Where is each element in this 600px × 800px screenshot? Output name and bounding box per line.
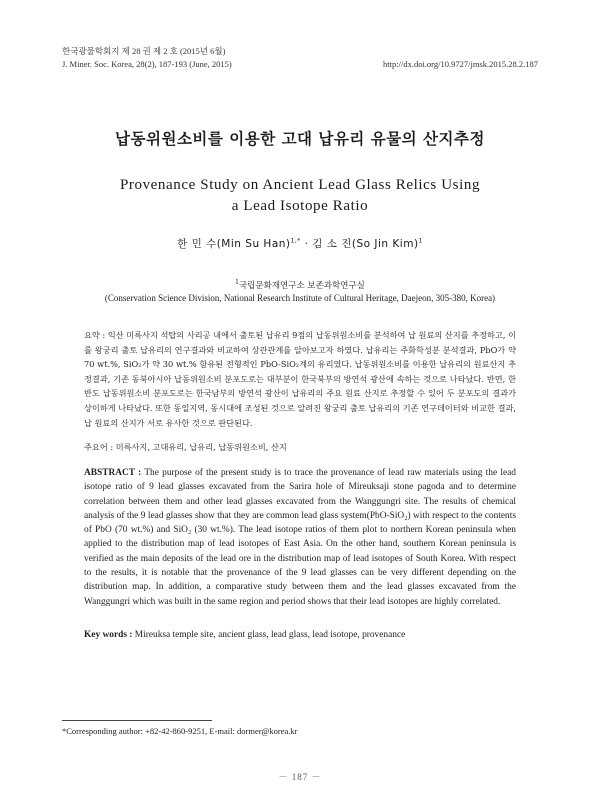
author-list [0,236,600,251]
title-english-line2: a Lead Isotope Ratio [231,198,369,214]
page-number: － 187 － [278,772,322,782]
author-separator: · [300,238,313,250]
author-1-superscript: 1,* [290,237,301,245]
keywords-korean-label: 주요어 : [84,442,114,452]
author-2-superscript: 1 [418,237,423,245]
affiliation-english: (Conservation Science Division, National Research Institute of Cultural Heritage, Daejeon, 305-380, Korea) [104,293,496,303]
abstract-english-text: The purpose of the present study is to trace the provenance of lead raw materials using the lead isotope ratio of 9 lead glasses excavated from the Sarira hole of Mireuksaji stone pagoda and to determine correlation between them and other lead glasses excavated from the Wanggungri site. The results of chemical analysis of the 9 lead glasses show that they are common lead glass system(PbO-SiO₂) with respect to the contents of PbO (70 wt.%) and SiO₂ (30 wt.%). The lead isotope ratios of them plot to northern Korean peninsula when applied to the distribution map of lead isotopes of East Asia. On the other hand, southern Korean peninsula is verified as the main deposits of the lead ore in the distribution map of lead isotopes of South Korea. With respect to the results, it is notable that the provenance of the 9 lead glasses can be very different depending on the distribution map. In addition, a comparative study between them and the lead glasses excavated from the Wanggungri which was built in the same region and period shows that their lead isotopes are highly correlated. [84,468,516,607]
abstract-english-label: ABSTRACT : [84,468,142,478]
author-1: 한 민 수(Min Su Han) [177,238,291,250]
affiliation-korean [0,279,600,291]
author-2: 김 소 진(So Jin Kim) [312,238,419,250]
title-korean: 납동위원소비를 이용한 고대 납유리 유물의 산지추정 [115,129,485,148]
title-english [60,175,540,217]
doi-link[interactable]: http://dx.doi.org/10.9727/jmsk.2015.28.2.187 [383,59,538,69]
abstract-english [84,466,516,609]
affiliation-superscript: 1 [235,279,239,287]
abstract-korean-label: 요약 : [84,330,106,340]
keywords-korean-text: 미륵사지, 고대유리, 납유리, 납동위원소비, 산지 [115,442,287,452]
keywords-english-text: Mireuksa temple site, ancient glass, lead glass, lead isotope, provenance [134,630,406,640]
corresponding-author-footnote: *Corresponding author: +82-42-860-9251, E-mail: dormer@korea.kr [62,726,298,736]
affiliation-korean-text: 국립문화재연구소 보존과학연구실 [238,281,365,291]
keywords-korean [84,442,516,453]
journal-header-citation: J. Miner. Soc. Korea, 28(2), 187-193 (June, 2015) [62,59,232,69]
abstract-korean-text: 익산 미륵사지 석탑의 사리공 내에서 출토된 납유리 9점의 납동위원소비를 분석하여 납 원료의 산지를 추정하고, 이를 왕궁리 출토 납유리의 연구결과와 비교하여 상관관계를 알아보고자 하였다. 납유리는 주화학성분 분석결과, PbO가 약 70 wt.%, SiO₂가 약 30 wt.% 함유된 전형적인 PbO-SiO₂계의 유리였다. 납동위원소비를 이용한 납유리의 원료산지 추정결과, 기존 동북아시아 납동위원소비 분포도로는 대부분이 한국북부의 방연석 광산에 속하는 것으로 나타났다. 반면, 한반도 납동위원소비 분포도로는 한국남부의 방연석 광산이 납유리의 주요 원료 산지로 추정할 수 있어 두 분포도의 결과가 상이하게 나타났다. 또한 동일지역, 동시대에 조성된 것으로 알려진 왕궁리 출토 납유리의 기존 연구데이터와 비교한 결과, 납 원료의 산지가 서로 유사한 것으로 판단된다. [84,330,516,428]
abstract-korean [84,328,516,430]
keywords-english-label: Key words : [84,630,133,640]
title-english-line1: Provenance Study on Ancient Lead Glass Relics Using [119,177,481,193]
footnote-divider [62,720,212,721]
keywords-english [84,630,516,640]
journal-header-korean: 한국광물학회지 제 28 권 제 2 호 (2015년 6월) [62,46,226,56]
